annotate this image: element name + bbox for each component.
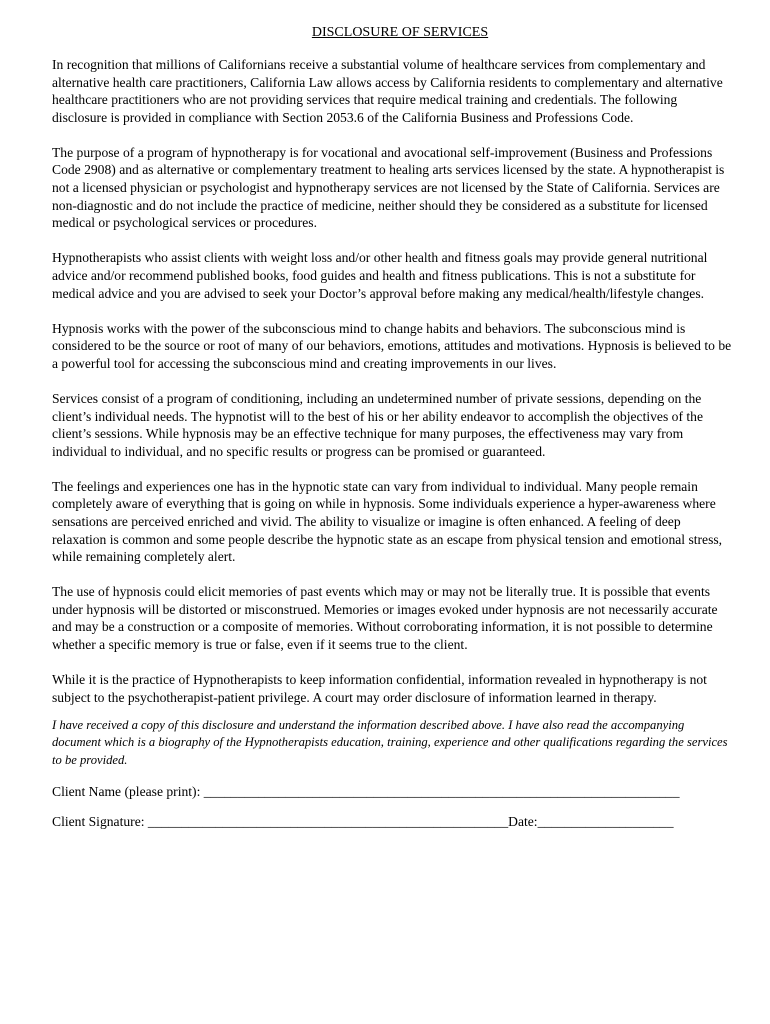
paragraph-memories: The use of hypnosis could elicit memories of past events which may or may not be literally true. It is possible that events under hypnosis will be distorted or misconstrued. Memories or images evoked under hypnosis are not necessarily accurate and may be a construction or a composite of memories. Without corroborating information, it is not possible to determine whether a specific memory is true or false, even if it seems true to the client. <box>52 584 718 653</box>
paragraph-confidentiality: While it is the practice of Hypnotherapists to keep information confidential, information revealed in hypnotherapy is not subject to the psychotherapist-patient privilege. A court may order disclosure of information learned in therapy. <box>52 672 707 705</box>
paragraph-services: Services consist of a program of conditioning, including an undetermined number of private sessions, depending on the client’s individual needs. The hypnotist will to the best of his or her ability endeavor to accomplish the objectives of the client’s sessions. While hypnosis may be an effective technique for many purposes, the effectiveness may vary from individual to individual, and no specific results or progress can be promised or guaranteed. <box>52 390 703 459</box>
document-page <box>52 24 732 831</box>
document-title: DISCLOSURE OF SERVICES <box>311 25 489 40</box>
acknowledgement-statement: I have received a copy of this disclosure and understand the information described above. I have also read the accompanying document which is a biography of the Hypnotherapists education, training, experience and other qualifications regarding the services to be provided. <box>52 717 728 767</box>
paragraph-subconscious: Hypnosis works with the power of the subconscious mind to change habits and behaviors. The subconscious mind is considered to be the source or root of many of our behaviors, emotions, attitudes and motivations. Hypnosis is believed to be a powerful tool for accessing the subconscious mind and creating improvements in our lives. <box>52 320 732 371</box>
paragraph-purpose: The purpose of a program of hypnotherapy is for vocational and avocational self-improvement (Business and Professions Code 2908) and as alternative or complementary treatment to healing arts services licensed by the state. A hypnotherapist is not a licensed physician or psychologist and hypnotherapy services are not licensed by the State of California. Services are non-diagnostic and do not include the practice of medicine, neither should they be considered as a substitute for licensed medical or psychological services or procedures. <box>52 144 725 231</box>
paragraph-weight-loss: Hypnotherapists who assist clients with weight loss and/or other health and fitness goals may provide general nutritional advice and/or recommend published books, food guides and health and fitness publications. This is not a substitute for medical advice and you are advised to seek your Doctor’s approval before making any medical/health/lifestyle changes. <box>52 250 708 301</box>
paragraph-feelings: The feelings and experiences one has in the hypnotic state can vary from individual to individual. Many people remain completely aware of everything that is going on while in hypnosis. Some individuals experience a hyper-awareness where sensations are perceived enriched and vivid. The ability to visualize or imagine is often enhanced. A feeling of deep relaxation is common and some people describe the hypnotic state as an escape from physical tension and emotional stress, while remaining completely alert. <box>52 478 723 565</box>
client-signature-field[interactable]: Client Signature: _____________________________________________________Date:____________________ <box>52 814 674 830</box>
client-name-field[interactable]: Client Name (please print): ______________________________________________________________________ <box>52 784 680 800</box>
paragraph-recognition: In recognition that millions of Californians receive a substantial volume of healthcare services from complementary and alternative health care practitioners, California Law allows access by California residents to complementary and alternative healthcare practitioners who are not providing services that require medical training and credentials. The following disclosure is provided in compliance with Section 2053.6 of the California Business and Professions Code. <box>52 57 723 125</box>
